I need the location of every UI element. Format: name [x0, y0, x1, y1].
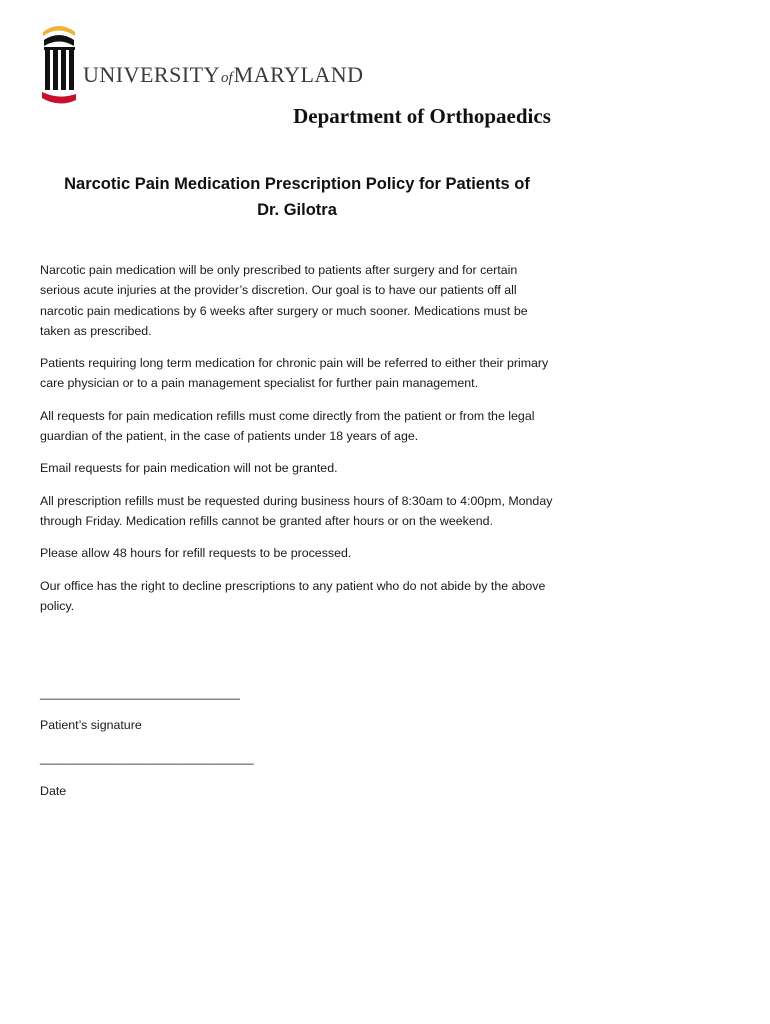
policy-paragraph: Narcotic pain medication will be only prescribed to patients after surgery and for certain serious acute injuries at the provider’s discretion. Our goal is to have our patients off all narcotic pain medications by 6 weeks after surgery or much sooner. Medications must be taken as prescribed.	[40, 263, 528, 338]
logo-word-maryland: MARYLAND	[233, 62, 364, 87]
date-line[interactable]: _______________________________	[40, 751, 254, 765]
department-heading	[0, 104, 770, 129]
patient-signature-line[interactable]: _____________________________	[40, 686, 240, 700]
logo-word-university: UNIVERSITY	[83, 62, 220, 87]
policy-paragraph: Our office has the right to decline prescriptions to any patient who do not abide by the above policy.	[40, 578, 546, 613]
policy-paragraph: Please allow 48 hours for refill requests to be processed.	[40, 546, 352, 561]
policy-title	[40, 171, 554, 223]
department-heading-text: Department of Orthopaedics	[293, 104, 551, 128]
university-logo	[41, 22, 364, 106]
date-label: Date	[40, 784, 67, 798]
university-logo-icon	[41, 22, 77, 106]
policy-paragraph: Patients requiring long term medication for chronic pain will be referred to either their primary care physician or to a pain management specialist for further pain management.	[40, 356, 549, 391]
logo-wordmark	[83, 62, 364, 88]
policy-paragraph: All prescription refills must be requested during business hours of 8:30am to 4:00pm, Monday through Friday. Medication refills cannot be granted after hours or on the weekend.	[40, 493, 553, 528]
policy-title-line-1: Narcotic Pain Medication Prescription Policy for Patients of	[64, 175, 530, 193]
policy-paragraph: All requests for pain medication refills must come directly from the patient or from the legal guardian of the patient, in the case of patients under 18 years of age.	[40, 408, 535, 444]
policy-body	[40, 260, 556, 628]
policy-paragraph: Email requests for pain medication will not be granted.	[40, 461, 338, 476]
logo-word-of: of	[221, 70, 233, 86]
policy-title-line-2: Dr. Gilotra	[257, 201, 337, 219]
patient-signature-label: Patient’s signature	[40, 718, 142, 732]
